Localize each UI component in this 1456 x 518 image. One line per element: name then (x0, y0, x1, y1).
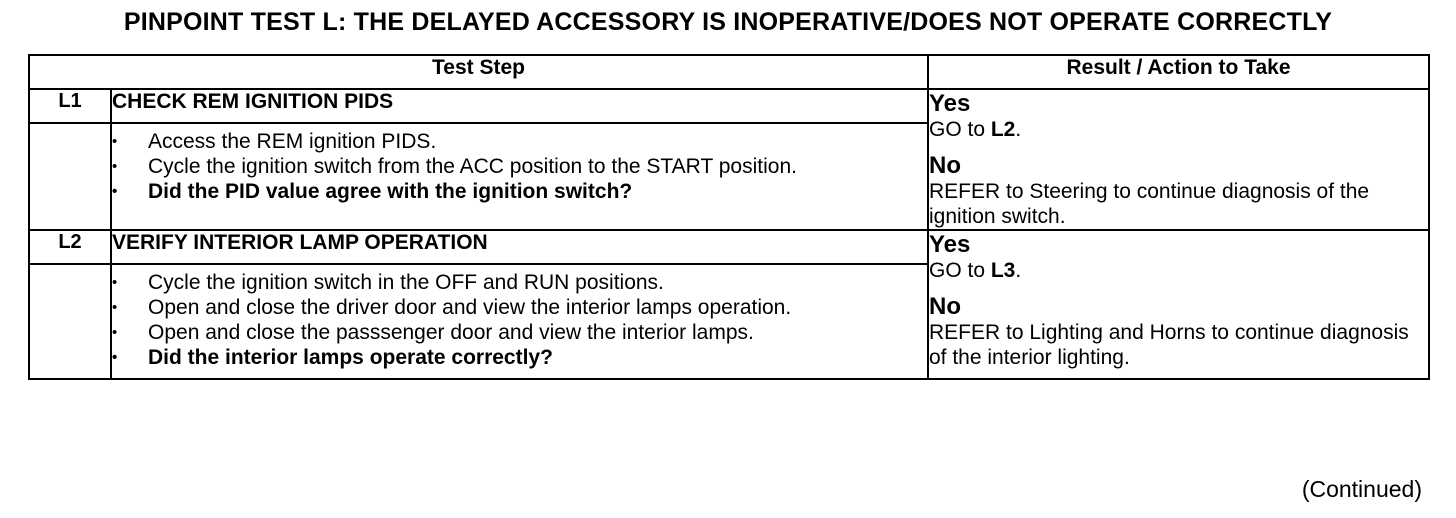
instruction-item: • Open and close the driver door and view the interior lamps operation. (112, 295, 927, 320)
yes-target: L3 (990, 259, 1016, 282)
no-label: No (929, 293, 961, 320)
step-id: L2 (29, 230, 111, 264)
no-action: REFER to Steering to continue diagnosis of the ignition switch. (929, 180, 1370, 228)
test-step-header: Test Step (29, 55, 928, 89)
yes-action: GO to L3. (929, 259, 1022, 282)
step-instructions (111, 264, 928, 379)
pinpoint-test-table (28, 54, 1430, 380)
step-title: VERIFY INTERIOR LAMP OPERATION (111, 230, 928, 264)
table-header-row (29, 55, 1429, 89)
instruction-item: • Cycle the ignition switch in the OFF and RUN positions. (112, 270, 927, 295)
instruction-item: • Access the REM ignition PIDS. (112, 129, 927, 154)
yes-label: Yes (929, 231, 971, 258)
step-title-row (29, 89, 1429, 123)
yes-target: L2 (990, 118, 1016, 141)
step-instructions (111, 123, 928, 230)
step-result (928, 89, 1429, 230)
instruction-item: • Open and close the passsenger door and view the interior lamps. (112, 320, 927, 345)
page-title: PINPOINT TEST L: THE DELAYED ACCESSORY IS INOPERATIVE/DOES NOT OPERATE CORRECTLY (123, 8, 1333, 36)
yes-label: Yes (929, 90, 971, 117)
yes-action: GO to L2. (929, 118, 1022, 141)
continued-note: (Continued) (1301, 476, 1422, 502)
step-id: L1 (29, 89, 111, 123)
result-action-header: Result / Action to Take (928, 55, 1429, 89)
step-result (928, 230, 1429, 379)
no-label: No (929, 152, 961, 179)
step-title: CHECK REM IGNITION PIDS (111, 89, 928, 123)
step-title-row (29, 230, 1429, 264)
no-action: REFER to Lighting and Horns to continue diagnosis of the interior lighting. (929, 321, 1409, 369)
instruction-item: • Cycle the ignition switch from the ACC position to the START position. (112, 154, 927, 179)
step-question: • Did the PID value agree with the ignition switch? (112, 179, 927, 204)
step-question: • Did the interior lamps operate correctly? (112, 345, 927, 370)
